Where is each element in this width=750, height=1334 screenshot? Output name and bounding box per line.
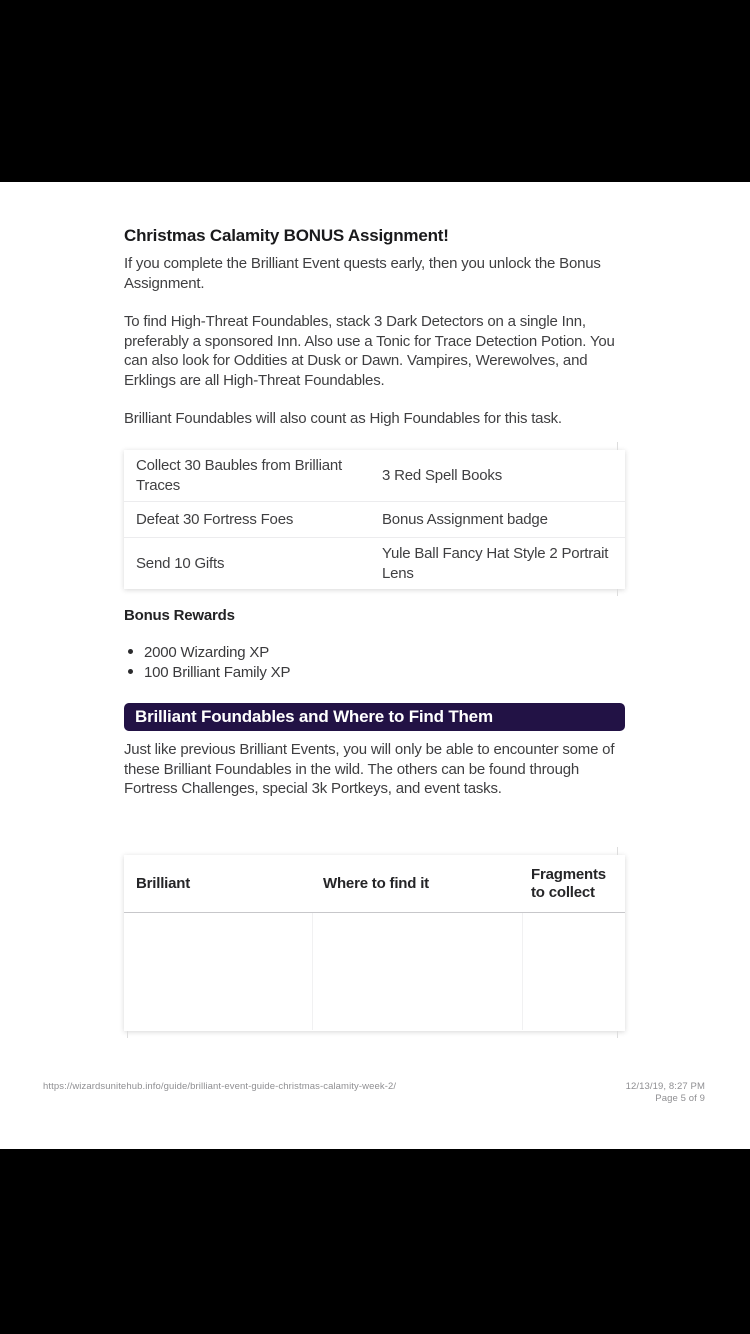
table-row	[124, 450, 625, 502]
table-row	[124, 538, 625, 589]
task-cell: Send 10 Gifts	[136, 554, 225, 572]
footer-datetime: 12/13/19, 8:27 PM	[625, 1081, 705, 1092]
task-cell: Collect 30 Baubles from Brilliant Traces	[136, 457, 342, 494]
column-header-fragments: Fragments to collect	[531, 865, 606, 901]
table-border-artifact	[127, 1031, 128, 1038]
list-item	[124, 663, 629, 683]
footer-url: https://wizardsunitehub.info/guide/brilliant-event-guide-christmas-calamity-week-2/	[43, 1081, 397, 1092]
list-item-label: 100 Brilliant Family XP	[144, 664, 291, 681]
bottom-black-bar	[0, 1149, 750, 1334]
note-paragraph: Brilliant Foundables will also count as High Foundables for this task.	[124, 410, 562, 427]
table-border-artifact	[617, 442, 618, 450]
list-item	[124, 643, 629, 663]
section-banner-title: Brilliant Foundables and Where to Find Them	[135, 707, 493, 726]
document-page[interactable]	[0, 182, 750, 1149]
bonus-assignment-heading: Christmas Calamity BONUS Assignment!	[124, 226, 449, 245]
bullet-icon	[128, 669, 133, 674]
footer-meta	[626, 1081, 705, 1104]
task-cell: Defeat 30 Fortress Foes	[136, 510, 294, 528]
table-body-empty	[124, 913, 625, 1030]
bonus-tasks-table	[124, 450, 625, 589]
bonus-rewards-list	[124, 643, 629, 683]
column-header-where-to-find: Where to find it	[323, 874, 429, 892]
bullet-icon	[128, 649, 133, 654]
foundables-table	[124, 855, 625, 1031]
table-row	[124, 502, 625, 538]
table-border-artifact	[617, 847, 618, 855]
top-black-bar	[0, 0, 750, 182]
section-banner	[124, 703, 625, 731]
reward-cell: 3 Red Spell Books	[382, 466, 503, 484]
table-border-artifact	[617, 589, 618, 596]
reward-cell: Bonus Assignment badge	[382, 510, 548, 528]
column-divider	[522, 913, 523, 1030]
intro-paragraph: If you complete the Brilliant Event quests early, then you unlock the Bonus Assignment.	[124, 255, 601, 292]
table-border-artifact	[617, 1031, 618, 1038]
table-header-row	[124, 855, 625, 913]
bonus-rewards-heading: Bonus Rewards	[124, 607, 235, 624]
column-header-brilliant: Brilliant	[136, 874, 191, 892]
foundables-intro-paragraph: Just like previous Brilliant Events, you will only be able to encounter some of these Brilliant Foundables in the wild. The others can be found through Fortress Challenges, special 3k Portkeys, and event tasks.	[124, 741, 615, 797]
list-item-label: 2000 Wizarding XP	[144, 644, 270, 661]
footer-page-number: Page 5 of 9	[655, 1092, 705, 1104]
strategy-paragraph: To find High-Threat Foundables, stack 3 Dark Detectors on a single Inn, preferably a sponsored Inn. Also use a Tonic for Trace Detection Potion. You can also look for Oddities at Dusk or Dawn. Vampires, Werewolves, and Erklings are all High-Threat Foundables.	[124, 313, 615, 389]
reward-cell: Yule Ball Fancy Hat Style 2 Portrait Lens	[382, 545, 609, 582]
column-divider	[312, 913, 313, 1030]
